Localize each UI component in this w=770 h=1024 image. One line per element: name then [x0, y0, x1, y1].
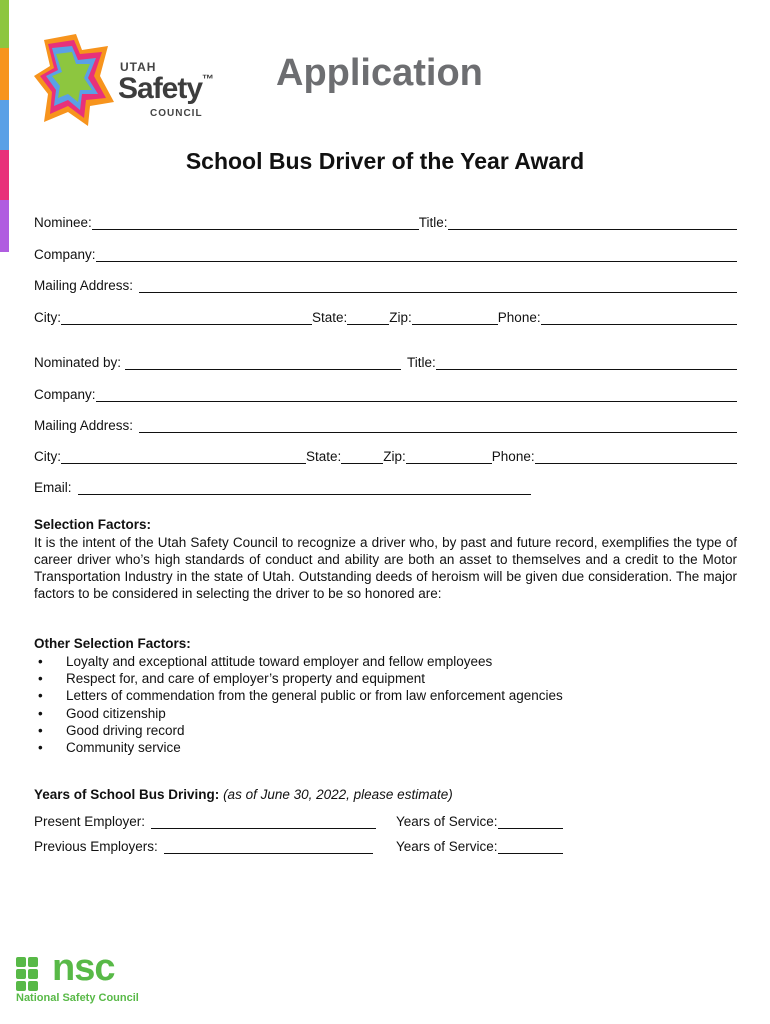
nominator-company-field[interactable]	[96, 387, 737, 402]
nominee-company-label: Company:	[34, 247, 96, 262]
nominator-zip-field[interactable]	[406, 449, 492, 464]
nominee-zip-field[interactable]	[412, 310, 498, 325]
selection-factors-heading: Selection Factors:	[34, 517, 152, 532]
previous-employers-field[interactable]	[164, 839, 373, 854]
previous-years-row	[396, 836, 563, 854]
nsc-mark-text: nsc	[52, 947, 115, 989]
nominator-email-row	[34, 477, 531, 495]
list-item-text: Letters of commendation from the general public or from law enforcement agencies	[66, 688, 563, 704]
years-heading-row	[34, 787, 453, 802]
nominator-company-row	[34, 384, 737, 402]
nominator-phone-label: Phone:	[491, 449, 535, 464]
present-employer-label: Present Employer:	[34, 814, 146, 829]
nominee-title-field[interactable]	[448, 215, 737, 230]
other-factors-heading: Other Selection Factors:	[34, 636, 191, 651]
nominee-zip-label: Zip:	[389, 310, 412, 325]
nominator-zip-label: Zip:	[383, 449, 406, 464]
nominee-phone-label: Phone:	[497, 310, 541, 325]
nominator-mailing-row	[34, 415, 737, 433]
previous-years-field[interactable]	[498, 839, 563, 854]
nominator-mailing-field[interactable]	[139, 418, 737, 433]
utah-safety-council-logo	[30, 32, 220, 128]
bullet-icon: •	[38, 705, 43, 721]
nominator-phone-field[interactable]	[535, 449, 737, 464]
bullet-icon: •	[38, 722, 43, 738]
present-years-field[interactable]	[498, 814, 563, 829]
logo-utah-text: UTAH	[120, 60, 157, 74]
nominee-field[interactable]	[92, 215, 419, 230]
years-heading: Years of School Bus Driving:	[34, 787, 220, 802]
nominee-city-field[interactable]	[61, 310, 312, 325]
present-years-row	[396, 811, 563, 829]
present-employer-row	[34, 811, 376, 829]
nominator-city-row	[34, 446, 737, 464]
list-item	[34, 739, 563, 756]
nominated-by-field[interactable]	[125, 355, 401, 370]
edge-strip-blue	[0, 100, 9, 150]
logo-safety-text	[118, 72, 213, 106]
nominator-company-label: Company:	[34, 387, 96, 402]
nominator-city-label: City:	[34, 449, 61, 464]
logo-safety-word: Safety	[118, 72, 203, 105]
edge-strip-green	[0, 0, 9, 48]
nsc-name: National Safety Council	[16, 992, 139, 1004]
nominator-title-field[interactable]	[436, 355, 737, 370]
present-years-label: Years of Service:	[396, 814, 498, 829]
list-item-text: Good driving record	[66, 722, 185, 738]
nominee-mailing-label: Mailing Address:	[34, 278, 134, 293]
nominee-city-row	[34, 307, 737, 325]
edge-strip-purple	[0, 200, 9, 252]
nominator-city-field[interactable]	[61, 449, 306, 464]
nominee-phone-field[interactable]	[541, 310, 737, 325]
list-item	[34, 687, 563, 704]
nominator-state-label: State:	[306, 449, 342, 464]
nominee-title-label: Title:	[418, 215, 448, 230]
previous-employers-label: Previous Employers:	[34, 839, 158, 854]
logo-trademark: ™	[202, 72, 214, 86]
nominee-row	[34, 212, 737, 230]
list-item	[34, 722, 563, 739]
list-item-text: Good citizenship	[66, 705, 166, 721]
page-title: Application	[276, 52, 483, 94]
list-item	[34, 670, 563, 687]
email-label: Email:	[34, 480, 72, 495]
years-note: (as of June 30, 2022, please estimate)	[223, 787, 453, 802]
list-item-text: Respect for, and care of employer’s property and equipment	[66, 671, 425, 687]
list-item-text: Community service	[66, 740, 181, 756]
nominator-title-label: Title:	[407, 355, 436, 370]
nominee-company-field[interactable]	[96, 247, 737, 262]
nominator-state-field[interactable]	[341, 449, 383, 464]
previous-employers-row	[34, 836, 373, 854]
selection-factors-body: It is the intent of the Utah Safety Council to recognize a driver who, by past and future record, exemplifies the type of career driver who’s high standards of conduct and ability are both an asset to themselves and a credit to the Motor Transportation Industry in the state of Utah. Outstanding deeds of heroism will be given due consideration. The major factors to be considered in selecting the driver to be so honored are:	[34, 535, 737, 601]
list-item-text: Loyalty and exceptional attitude toward employer and fellow employees	[66, 654, 493, 669]
nominee-mailing-field[interactable]	[139, 278, 737, 293]
nominee-state-label: State:	[312, 310, 348, 325]
nominator-row	[34, 352, 737, 370]
nominated-by-label: Nominated by:	[34, 355, 122, 370]
list-item	[34, 653, 563, 670]
list-item	[34, 705, 563, 722]
logo-council-text: COUNCIL	[150, 108, 203, 119]
bullet-icon: •	[38, 740, 43, 756]
bullet-icon: •	[38, 654, 43, 669]
nominee-label: Nominee:	[34, 215, 92, 230]
nsc-cross-icon	[16, 957, 50, 991]
edge-strip-orange	[0, 48, 9, 100]
bullet-icon: •	[38, 671, 43, 687]
email-field[interactable]	[78, 480, 531, 495]
award-title: School Bus Driver of the Year Award	[185, 148, 585, 174]
nominee-mailing-row	[34, 275, 737, 293]
nominator-mailing-label: Mailing Address:	[34, 418, 134, 433]
present-employer-field[interactable]	[151, 814, 376, 829]
nominee-company-row	[34, 244, 737, 262]
nominee-state-field[interactable]	[347, 310, 389, 325]
bullet-icon: •	[38, 688, 43, 704]
other-factors-list	[34, 653, 563, 756]
star-burst-icon	[30, 32, 120, 128]
nominee-city-label: City:	[34, 310, 61, 325]
previous-years-label: Years of Service:	[396, 839, 498, 854]
